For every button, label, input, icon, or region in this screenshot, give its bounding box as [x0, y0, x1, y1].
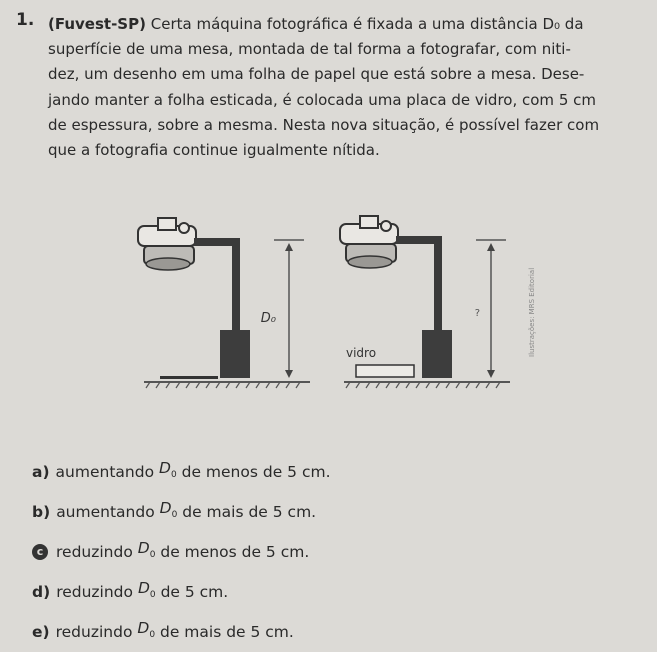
option-text: reduzindo — [56, 543, 133, 561]
stem-line-1-text: Certa máquina fotográfica é fixada a uma distância D₀ da — [150, 15, 584, 33]
camera-diagram — [130, 212, 550, 412]
d0-symbol: $D_0$ — [159, 499, 178, 521]
stem-line-3: dez, um desenho em uma folha de papel que está sobre a mesa. Dese- — [48, 65, 585, 84]
option-d[interactable] — [32, 572, 331, 612]
right-arrow-down-icon — [487, 370, 495, 378]
right-base — [422, 330, 452, 378]
left-camera-icon — [138, 218, 196, 270]
option-text: reduzindo — [56, 583, 134, 601]
option-text-end: de mais de 5 cm. — [182, 503, 317, 521]
stem-line-5: de espessura, sobre a mesma. Nesta nova situação, é possível fazer com — [48, 115, 600, 134]
d0-symbol: $D_0$ — [137, 539, 156, 561]
option-a[interactable] — [32, 452, 331, 492]
option-text: aumentando — [55, 463, 155, 481]
glass-label: vidro — [346, 346, 377, 360]
left-d0-label: D₀ — [260, 311, 276, 326]
d0-symbol: $D_0$ — [159, 459, 177, 481]
right-unknown-label: ? — [474, 308, 480, 319]
question-source: (Fuvest-SP) — [48, 15, 146, 33]
option-letter: a) — [32, 463, 50, 481]
option-text-end: de 5 cm. — [160, 583, 229, 601]
option-letter: d) — [32, 583, 51, 601]
option-c[interactable] — [32, 532, 331, 572]
figure-credit: Ilustrações: MRS Editorial — [528, 267, 536, 357]
glass-plate — [356, 365, 414, 377]
d0-symbol: $D_0$ — [137, 619, 156, 641]
left-base — [220, 330, 250, 378]
option-text: reduzindo — [55, 623, 133, 641]
option-text-end: de menos de 5 cm. — [160, 543, 310, 561]
d0-symbol: $D_0$ — [137, 579, 156, 601]
stem-line-2: superfície de uma mesa, montada de tal forma a fotografar, com niti- — [48, 40, 571, 59]
left-arrow-down-icon — [285, 370, 293, 378]
right-pole — [434, 236, 442, 332]
option-letter: e) — [32, 623, 50, 641]
right-arrow-up-icon — [487, 243, 495, 251]
option-text-end: de menos de 5 cm. — [181, 463, 331, 481]
stem-line-4: jando manter a folha esticada, é colocada uma placa de vidro, com 5 cm — [48, 90, 596, 109]
option-text-end: de mais de 5 cm. — [159, 623, 294, 641]
option-letter-marked: c — [32, 544, 48, 560]
option-b[interactable] — [32, 492, 331, 532]
question-stem — [48, 12, 644, 163]
stem-line-6: que a fotografia continue igualmente nítida. — [48, 141, 380, 160]
option-letter: b) — [32, 503, 51, 521]
right-camera-icon — [340, 216, 398, 268]
option-e[interactable] — [32, 612, 331, 652]
right-setup — [340, 216, 510, 388]
stem-line-1 — [48, 12, 644, 37]
option-text: aumentando — [56, 503, 155, 521]
answer-options — [32, 452, 331, 652]
left-paper — [160, 376, 218, 379]
left-setup — [138, 218, 310, 388]
left-arrow-up-icon — [285, 243, 293, 251]
question-number: 1. — [16, 10, 35, 30]
left-pole — [232, 238, 240, 332]
